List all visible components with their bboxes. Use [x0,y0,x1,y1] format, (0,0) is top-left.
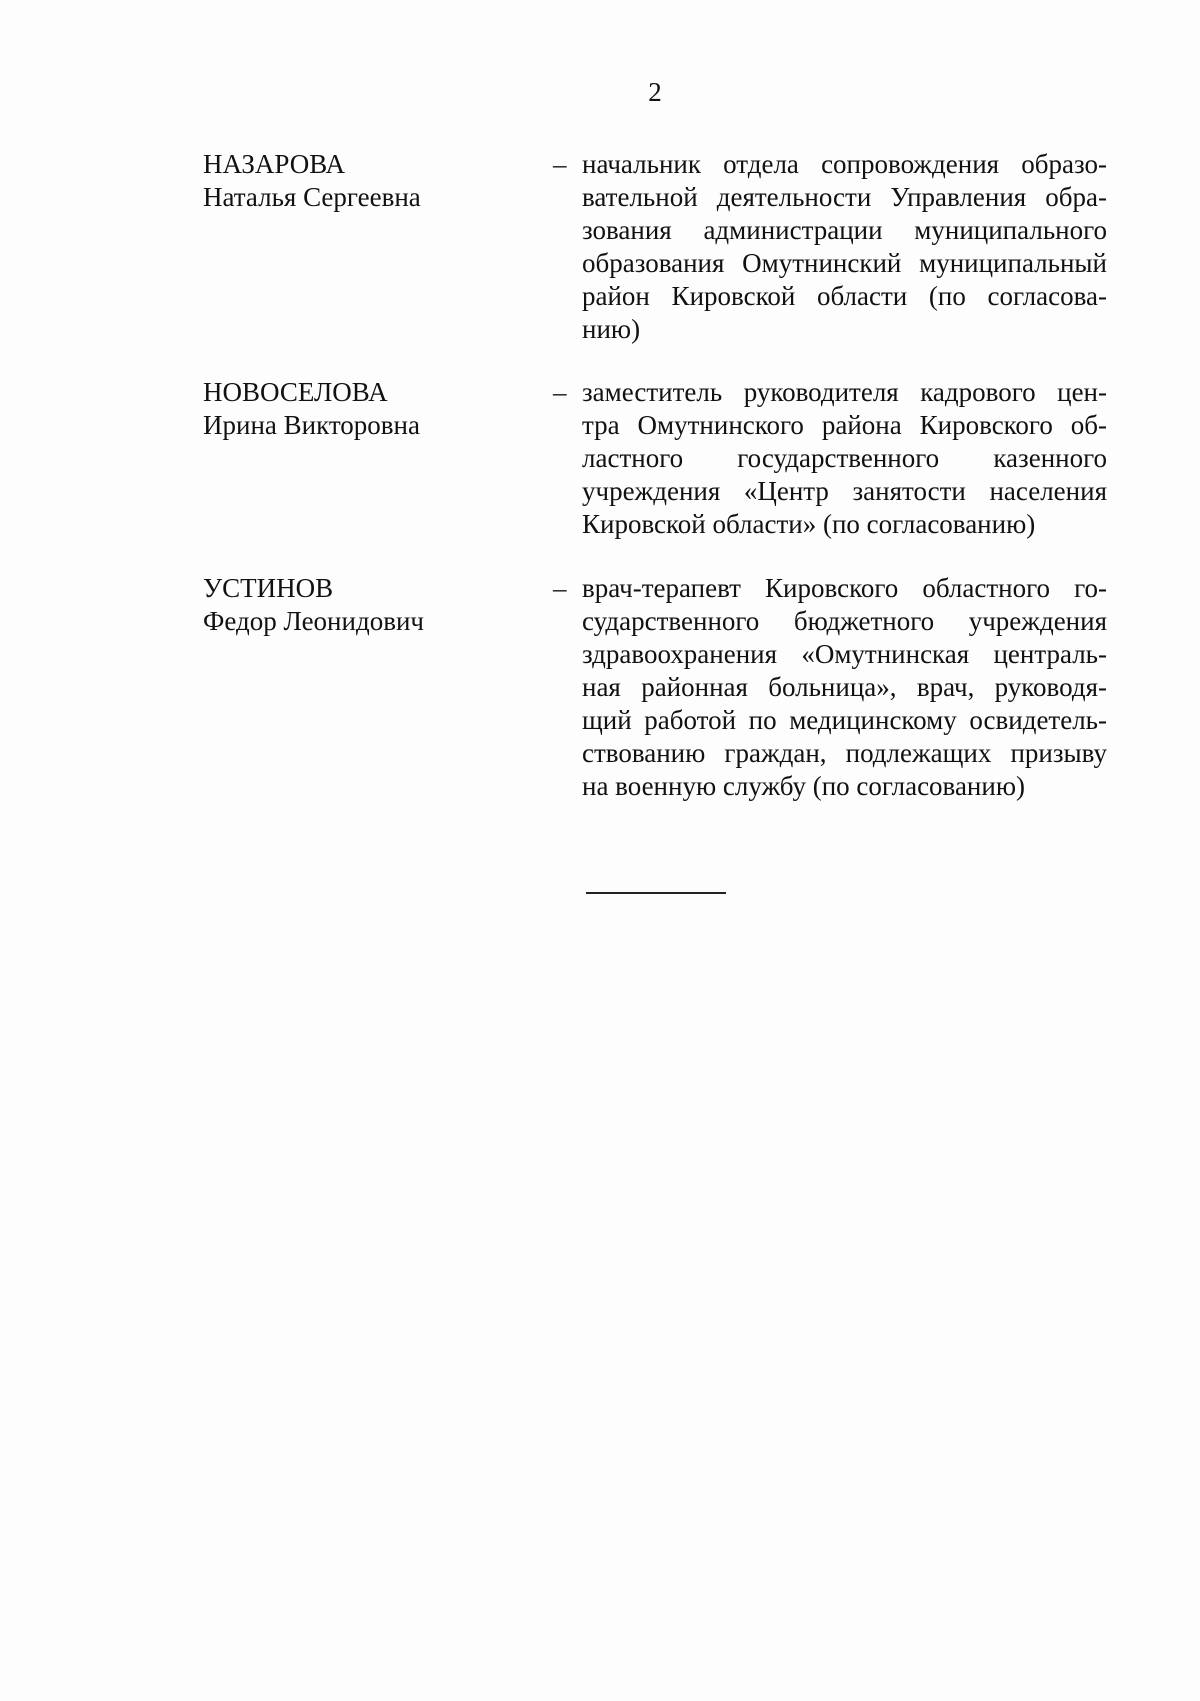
description-line: врач-терапевт Кировского областного го- [582,573,1107,603]
description-line: нию) [582,314,641,344]
description-line: вательной деятельности Управления обра- [582,182,1107,212]
member-position-description [582,148,1107,346]
member-position-description [582,572,1107,803]
description-line: зования администрации муниципального [582,215,1107,245]
page-number: 2 [648,77,662,107]
description-line: образования Омутнинский муниципальный [582,248,1107,278]
member-name-block [203,148,533,214]
description-line: Кировской области» (по согласованию) [582,509,1036,539]
member-surname: НОВОСЕЛОВА [203,377,388,407]
member-position-description [582,376,1107,541]
description-line: сударственного бюджетного учреждения [582,606,1107,636]
description-line: начальник отдела сопровождения образо- [582,149,1107,179]
description-line: ствованию граждан, подлежащих призыву [582,738,1107,768]
description-line: на военную службу (по согласованию) [582,771,1025,801]
description-line: учреждения «Центр занятости населения [582,476,1107,506]
description-line: ная районная больница», врач, руководя- [582,672,1107,702]
description-line: ластного государственного казенного [582,443,1107,473]
member-given-names: Ирина Викторовна [203,410,420,440]
description-line: щий работой по медицинскому освидетель- [582,705,1107,735]
description-line: район Кировской области (по согласова- [582,281,1107,311]
entry-dash: – [553,377,567,407]
member-name-block [203,572,533,638]
entry-dash: – [553,149,567,179]
end-of-list-rule [586,892,726,894]
member-surname: НАЗАРОВА [203,149,346,179]
member-given-names: Наталья Сергеевна [203,182,421,212]
entry-dash: – [553,573,567,603]
member-name-block [203,376,533,442]
description-line: здравоохранения «Омутнинская централь- [582,639,1107,669]
description-line: тра Омутнинского района Кировского об- [582,410,1107,440]
member-surname: УСТИНОВ [203,573,334,603]
member-given-names: Федор Леонидович [203,606,424,636]
description-line: заместитель руководителя кадрового цен- [582,377,1107,407]
